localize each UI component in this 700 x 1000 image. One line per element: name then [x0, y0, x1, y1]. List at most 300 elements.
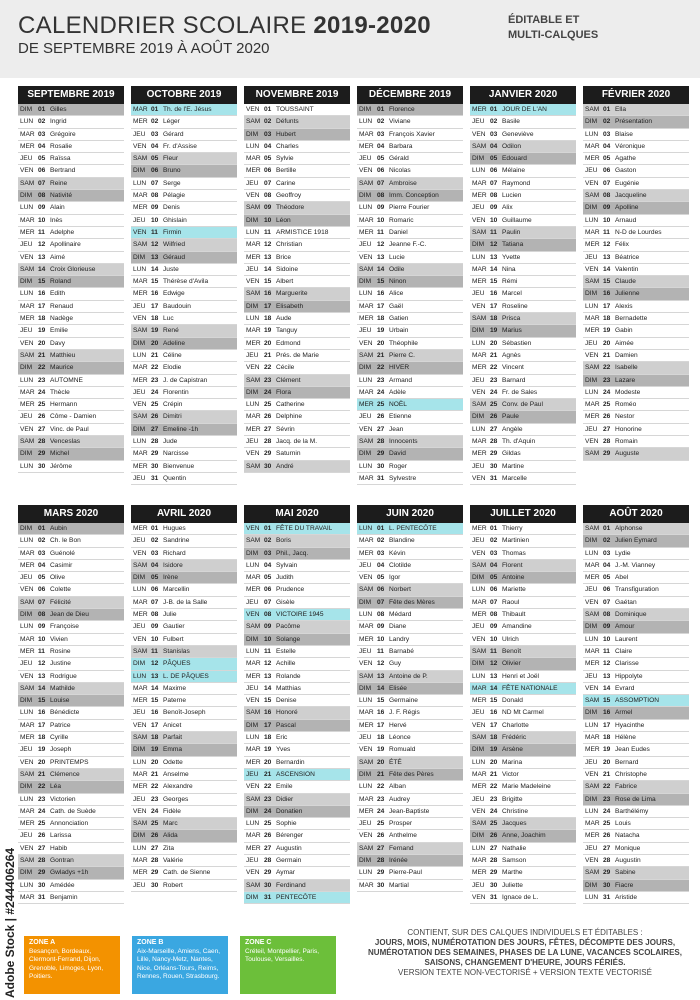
month-header: MAI 2020 [244, 505, 350, 523]
saint-name: Blandine [389, 537, 415, 545]
weekday-label: JEU [472, 118, 485, 126]
weekday-label: DIM [359, 106, 372, 113]
weekday-label: LUN [472, 758, 486, 766]
weekday-label: VEN [585, 438, 599, 446]
day-row [244, 116, 350, 128]
saint-name: Ignace de L. [502, 893, 539, 901]
weekday-label: VEN [472, 549, 486, 557]
day-number: 16 [38, 290, 46, 298]
day-row [18, 757, 124, 769]
day-number: 05 [38, 155, 46, 163]
day-row [18, 153, 124, 165]
day-row [470, 288, 576, 300]
saint-name: Prosper [389, 820, 413, 828]
saint-name: Marina [502, 758, 523, 766]
saint-name: Matthieu [50, 351, 76, 359]
weekday-label: SAM [472, 401, 487, 409]
saint-name: Roméo [615, 401, 637, 409]
weekday-label: DIM [585, 118, 598, 126]
day-row [244, 350, 350, 362]
day-row [470, 535, 576, 547]
weekday-label: JEU [133, 795, 146, 803]
weekday-label: MAR [20, 302, 35, 310]
day-row [470, 597, 576, 609]
day-row [470, 646, 576, 658]
day-row [244, 375, 350, 387]
day-number: 21 [377, 770, 385, 778]
weekday-label: LUN [246, 228, 260, 236]
day-number: 26 [490, 413, 498, 421]
saint-name: Gérard [163, 130, 184, 138]
saint-name: Florence [389, 106, 415, 113]
day-row [357, 830, 463, 842]
day-row [18, 227, 124, 239]
day-number: 13 [603, 253, 611, 261]
day-row [583, 387, 689, 399]
day-number: 15 [490, 278, 498, 286]
weekday-label: MAR [20, 216, 35, 224]
day-number: 01 [38, 106, 46, 113]
saint-name: Léger [163, 118, 180, 126]
weekday-label: LUN [20, 118, 34, 126]
day-row [131, 264, 237, 276]
day-number: 09 [490, 623, 498, 631]
saint-name: Jacq. de la M. [276, 438, 318, 446]
day-row [470, 399, 576, 411]
weekday-label: MER [20, 734, 35, 742]
saint-name: ARMISTICE 1918 [276, 228, 329, 236]
zone-b-legend: ZONE B Aix-Marseille, Amiens, Caen, Lille, Nancy-Metz, Nantes, Nice, Orléans-Tours, Reims, Rennes, Rouen, Strasbourg. [132, 936, 228, 994]
day-row [357, 523, 463, 535]
saint-name: Hugues [163, 525, 186, 532]
day-number: 18 [151, 315, 159, 323]
day-number: 22 [151, 364, 159, 372]
saint-name: Igor [389, 574, 401, 582]
day-row [244, 461, 350, 473]
day-number: 10 [603, 216, 611, 224]
saint-name: Geoffroy [276, 192, 302, 200]
saint-name: Vinc. de Paul [50, 425, 89, 433]
saint-name: Léa [50, 783, 62, 791]
saint-name: Aimée [615, 339, 634, 347]
day-row [583, 818, 689, 830]
weekday-label: LUN [246, 647, 260, 655]
day-row [470, 227, 576, 239]
weekday-label: SAM [359, 265, 374, 273]
day-row [583, 732, 689, 744]
saint-name: FÊTE NATIONALE [502, 684, 558, 692]
day-number: 16 [264, 709, 272, 717]
weekday-label: SAM [472, 228, 487, 236]
month-header: AOÛT 2020 [583, 505, 689, 523]
saint-name: Ghislain [163, 216, 187, 224]
day-number: 14 [490, 684, 498, 692]
saint-name: Rodrigue [50, 672, 77, 680]
saint-name: Fidèle [163, 807, 181, 815]
weekday-label: SAM [472, 315, 487, 323]
month-header: JUILLET 2020 [470, 505, 576, 523]
weekday-label: SAM [472, 734, 487, 742]
day-row [357, 683, 463, 695]
day-row [583, 597, 689, 609]
day-row [131, 548, 237, 560]
saint-name: Parfait [163, 734, 183, 742]
saint-name: Justine [50, 660, 71, 668]
saint-name: PENTECÔTE [276, 893, 317, 901]
saint-name: Davy [50, 339, 66, 347]
saint-name: Auguste [615, 450, 640, 458]
saint-name: Jean de Dieu [50, 611, 89, 619]
weekday-label: VEN [472, 474, 486, 482]
saint-name: Pierre C. [389, 351, 416, 359]
saint-name: Cath. de Suède [50, 807, 96, 815]
weekday-label: MAR [20, 388, 35, 396]
saint-name: Irénée [389, 857, 408, 865]
day-number: 15 [38, 697, 46, 705]
weekday-label: JEU [133, 881, 146, 889]
weekday-label: MAR [359, 130, 374, 138]
day-row [244, 609, 350, 621]
day-number: 13 [151, 253, 159, 261]
day-number: 26 [603, 413, 611, 421]
day-row [583, 523, 689, 535]
day-row [357, 264, 463, 276]
day-row [244, 658, 350, 670]
saint-name: Christian [276, 241, 303, 249]
day-row [470, 867, 576, 879]
saint-name: Germain [276, 857, 302, 865]
day-row [131, 141, 237, 153]
day-number: 23 [151, 795, 159, 803]
saint-name: Gautier [163, 623, 185, 631]
day-number: 20 [151, 339, 159, 347]
weekday-label: SAM [585, 611, 600, 619]
day-number: 28 [377, 857, 385, 865]
weekday-label: SAM [133, 734, 148, 742]
saint-name: Isidore [163, 561, 183, 569]
weekday-label: SAM [246, 881, 261, 889]
weekday-label: SAM [20, 351, 35, 359]
day-row [131, 769, 237, 781]
weekday-label: DIM [585, 376, 598, 384]
saint-name: Fleur [163, 155, 179, 163]
day-number: 10 [151, 216, 159, 224]
weekday-label: SAM [133, 413, 148, 421]
day-row [244, 806, 350, 818]
weekday-label: LUN [472, 167, 486, 175]
weekday-label: LUN [20, 881, 34, 889]
day-number: 17 [490, 721, 498, 729]
day-number: 17 [377, 302, 385, 310]
saint-name: Richard [163, 549, 186, 557]
saint-name: JOUR DE L'AN [502, 106, 547, 113]
day-number: 27 [490, 425, 498, 433]
saint-name: Médard [389, 611, 412, 619]
month-header: SEPTEMBRE 2019 [18, 86, 124, 104]
day-number: 30 [38, 462, 46, 470]
saint-name: Paule [502, 413, 519, 421]
day-row [18, 239, 124, 251]
day-number: 22 [603, 364, 611, 372]
day-number: 29 [38, 869, 46, 877]
page-subtitle: DE SEPTEMBRE 2019 À AOÛT 2020 [18, 40, 270, 57]
day-number: 22 [377, 364, 385, 372]
weekday-label: SAM [359, 844, 374, 852]
day-row [583, 621, 689, 633]
saint-name: Dominique [615, 611, 647, 619]
saint-name: Sophie [276, 820, 297, 828]
saint-name: Irène [163, 574, 179, 582]
saint-name: Th. de l'E. Jésus [163, 106, 212, 113]
day-row [131, 129, 237, 141]
saint-name: Albert [276, 278, 294, 286]
weekday-label: MER [585, 832, 600, 840]
day-number: 20 [38, 758, 46, 766]
day-row [131, 806, 237, 818]
weekday-label: VEN [472, 388, 486, 396]
weekday-label: DIM [246, 893, 259, 901]
day-number: 06 [377, 167, 385, 175]
day-number: 20 [377, 758, 385, 766]
day-number: 06 [264, 167, 272, 175]
weekday-label: MAR [133, 192, 148, 200]
day-row [357, 313, 463, 325]
day-row [357, 104, 463, 116]
weekday-label: MER [359, 549, 374, 557]
saint-name: VICTOIRE 1945 [276, 611, 324, 619]
day-row [131, 190, 237, 202]
saint-name: Elisabeth [276, 302, 304, 310]
weekday-label: VEN [585, 351, 599, 359]
stock-watermark [2, 820, 18, 1000]
day-number: 23 [377, 376, 385, 384]
day-number: 12 [603, 660, 611, 668]
day-number: 04 [264, 142, 272, 150]
weekday-label: MER [20, 401, 35, 409]
weekday-label: VEN [472, 216, 486, 224]
saint-name: Bernardin [276, 758, 305, 766]
day-number: 11 [603, 228, 610, 236]
saint-name: Romaric [389, 216, 414, 224]
weekday-label: MER [246, 844, 261, 852]
day-number: 04 [38, 142, 46, 150]
day-number: 24 [151, 807, 159, 815]
saint-name: Fête des Pères [389, 770, 434, 778]
weekday-label: JEU [472, 204, 485, 212]
saint-name: Gwladys +1h [50, 869, 89, 877]
saint-name: Roseline [502, 302, 528, 310]
day-row [244, 338, 350, 350]
weekday-label: MER [585, 574, 600, 582]
saint-name: Victorien [50, 795, 76, 803]
day-number: 02 [490, 118, 498, 126]
day-number: 03 [264, 130, 272, 138]
day-row [244, 523, 350, 535]
weekday-label: SAM [359, 351, 374, 359]
day-number: 19 [603, 746, 611, 754]
day-number: 05 [377, 574, 385, 582]
weekday-label: DIM [472, 241, 485, 249]
day-row [18, 399, 124, 411]
day-row [357, 757, 463, 769]
saint-name: Sidoine [276, 265, 298, 273]
day-row [470, 720, 576, 732]
saint-name: Alida [163, 832, 178, 840]
month-column [583, 505, 689, 904]
saint-name: Augustin [276, 844, 302, 852]
day-number: 23 [490, 376, 498, 384]
saint-name: Jacques [502, 820, 527, 828]
saint-name: Amour [615, 623, 635, 631]
weekday-label: MAR [359, 881, 374, 889]
day-number: 26 [38, 413, 46, 421]
day-row [470, 843, 576, 855]
day-number: 08 [264, 192, 272, 200]
weekday-label: JEU [472, 290, 485, 298]
day-number: 15 [490, 697, 498, 705]
day-number: 15 [377, 697, 385, 705]
weekday-label: DIM [20, 611, 33, 619]
saint-name: Benoît [502, 647, 522, 655]
weekday-label: JEU [20, 327, 33, 335]
saint-name: Conv. de Paul [502, 401, 543, 409]
day-row [18, 535, 124, 547]
day-number: 29 [264, 869, 272, 877]
saint-name: TOUSSAINT [276, 106, 314, 113]
day-number: 15 [151, 278, 159, 286]
month-column [18, 505, 124, 904]
saint-name: Prés. de Marie [276, 351, 319, 359]
saint-name: Nativité [50, 192, 72, 200]
day-number: 26 [264, 413, 272, 421]
saint-name: Marius [502, 327, 522, 335]
weekday-label: LUN [246, 142, 260, 150]
day-number: 02 [603, 537, 611, 545]
saint-name: Augustin [615, 857, 641, 865]
saint-name: Emilie [50, 327, 68, 335]
day-row [470, 548, 576, 560]
day-row [131, 436, 237, 448]
saint-name: Raymond [502, 179, 531, 187]
weekday-label: VEN [359, 253, 373, 261]
day-row [131, 202, 237, 214]
day-row [357, 387, 463, 399]
day-number: 25 [490, 401, 498, 409]
saint-name: Vincent [502, 364, 524, 372]
day-row [131, 411, 237, 423]
weekday-label: MAR [472, 438, 487, 446]
saint-name: ASCENSION [276, 770, 315, 778]
weekday-label: LUN [585, 721, 599, 729]
day-number: 21 [264, 770, 272, 778]
saint-name: Marcelle [502, 474, 527, 482]
saint-name: Natacha [615, 832, 640, 840]
weekday-label: MAR [20, 635, 35, 643]
saint-name: Denis [163, 204, 180, 212]
day-number: 02 [490, 537, 498, 545]
day-number: 27 [151, 844, 159, 852]
weekday-label: MER [472, 783, 487, 791]
day-row [583, 399, 689, 411]
weekday-label: LUN [359, 525, 373, 532]
saint-name: L. PENTECÔTE [389, 525, 437, 532]
weekday-label: JEU [246, 179, 259, 187]
day-number: 27 [377, 844, 385, 852]
day-number: 22 [264, 364, 272, 372]
day-row [357, 609, 463, 621]
saint-name: Etienne [389, 413, 412, 421]
saint-name: Aimé [50, 253, 66, 261]
day-number: 27 [38, 844, 46, 852]
day-number: 29 [38, 450, 46, 458]
saint-name: NOËL [389, 401, 407, 409]
day-row [357, 646, 463, 658]
day-number: 20 [490, 758, 498, 766]
day-number: 24 [603, 388, 611, 396]
day-row [131, 399, 237, 411]
saint-name: Ingrid [50, 118, 67, 126]
weekday-label: JEU [133, 216, 146, 224]
day-number: 13 [603, 672, 611, 680]
saint-name: Alban [389, 783, 406, 791]
month-column [131, 86, 237, 485]
weekday-label: LUN [133, 438, 147, 446]
day-row [131, 732, 237, 744]
day-number: 11 [38, 228, 45, 236]
day-number: 10 [264, 216, 272, 224]
day-row [583, 338, 689, 350]
day-row [244, 535, 350, 547]
saint-name: Florentin [163, 388, 189, 396]
day-number: 12 [38, 660, 46, 668]
saint-name: Alice [389, 290, 404, 298]
saint-name: Hervé [389, 721, 407, 729]
day-number: 06 [151, 586, 159, 594]
weekday-label: SAM [359, 438, 374, 446]
saint-name: Innocents [389, 438, 418, 446]
weekday-label: MAR [246, 155, 261, 163]
weekday-label: SAM [585, 450, 600, 458]
day-row [131, 830, 237, 842]
day-number: 14 [264, 265, 272, 273]
weekday-label: JEU [359, 241, 372, 249]
day-number: 30 [264, 881, 272, 889]
weekday-label: MER [133, 376, 148, 384]
day-row [470, 560, 576, 572]
saint-name: Alphonse [615, 525, 643, 532]
saint-name: Abel [615, 574, 629, 582]
saint-name: Adelphe [50, 228, 75, 236]
day-row [131, 227, 237, 239]
saint-name: Croix Glorieuse [50, 265, 96, 273]
weekday-label: MER [472, 611, 487, 619]
day-row [470, 695, 576, 707]
weekday-label: VEN [246, 611, 260, 619]
day-number: 02 [151, 537, 159, 545]
day-number: 10 [38, 216, 46, 224]
weekday-label: VEN [133, 635, 147, 643]
weekday-label: MER [585, 413, 600, 421]
weekday-label: DIM [20, 278, 33, 286]
day-row [583, 288, 689, 300]
saint-name: Olivier [502, 660, 521, 668]
saint-name: Brigitte [502, 795, 523, 803]
day-row [244, 178, 350, 190]
day-row [470, 671, 576, 683]
day-number: 03 [377, 130, 385, 138]
month-header: NOVEMBRE 2019 [244, 86, 350, 104]
weekday-label: DIM [246, 549, 259, 557]
